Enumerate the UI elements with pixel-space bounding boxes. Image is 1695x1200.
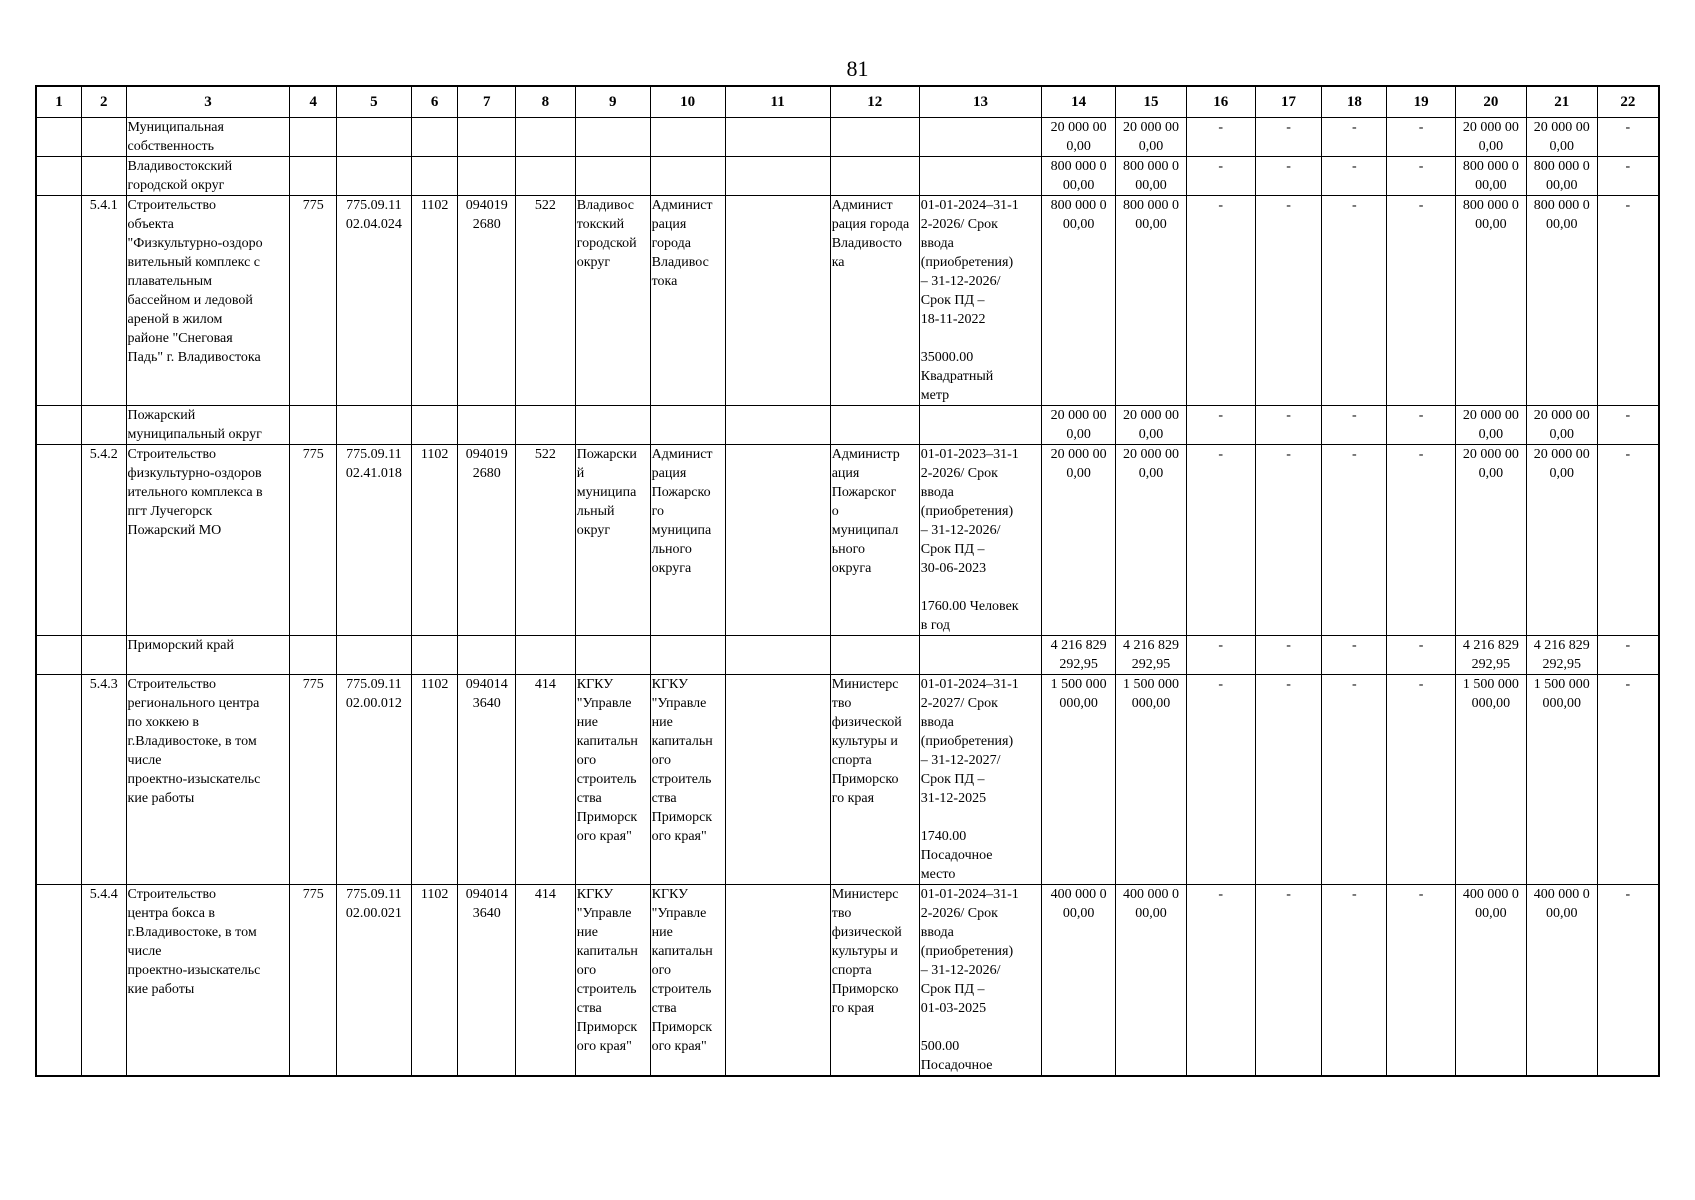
table-cell-col-22: -	[1597, 196, 1659, 406]
column-number: 14	[1042, 86, 1116, 118]
table-cell-col-21: 400 000 0 00,00	[1526, 885, 1597, 1077]
table-cell-col-20: 20 000 00 0,00	[1455, 118, 1526, 157]
table-cell-col-19: -	[1387, 885, 1456, 1077]
table-cell-col-9: Пожарски й муниципа льный округ	[575, 445, 650, 636]
table-cell-col-15: 20 000 00 0,00	[1116, 445, 1187, 636]
table-cell-col-20: 20 000 00 0,00	[1455, 406, 1526, 445]
table-cell-col-19: -	[1387, 196, 1456, 406]
table-row	[36, 118, 1659, 157]
table-cell-col-4: 775	[290, 445, 337, 636]
table-cell-col-11	[725, 406, 830, 445]
table-cell-col-13	[919, 406, 1041, 445]
table-cell-col-18: -	[1322, 406, 1387, 445]
table-cell-col-18: -	[1322, 157, 1387, 196]
column-number: 22	[1597, 86, 1659, 118]
table-cell-col-3: Пожарский муниципальный округ	[126, 406, 290, 445]
table-cell-col-10	[650, 406, 725, 445]
table-cell-col-7	[458, 157, 516, 196]
table-cell-col-9: КГКУ "Управле ние капитальн ого строитель ства Приморск ого края"	[575, 885, 650, 1077]
table-cell-col-10	[650, 118, 725, 157]
table-cell-col-16: -	[1186, 157, 1255, 196]
table-cell-col-15: 800 000 0 00,00	[1116, 196, 1187, 406]
table-cell-col-6: 1102	[411, 885, 458, 1077]
table-cell-col-15: 800 000 0 00,00	[1116, 157, 1187, 196]
table-cell-col-7: 094014 3640	[458, 675, 516, 885]
table-cell-col-15: 20 000 00 0,00	[1116, 118, 1187, 157]
table-cell-col-7: 094019 2680	[458, 445, 516, 636]
table-cell-col-17: -	[1255, 196, 1322, 406]
table-cell-col-1	[36, 636, 82, 675]
table-cell-col-11	[725, 675, 830, 885]
table-cell-col-19: -	[1387, 406, 1456, 445]
table-cell-col-3: Строительство физкультурно-оздоров ительного комплекса в пгт Лучегорск Пожарский МО	[126, 445, 290, 636]
table-cell-col-11	[725, 636, 830, 675]
table-row	[36, 445, 1659, 636]
table-cell-col-9	[575, 157, 650, 196]
table-cell-col-12: Администр ация Пожарског о муниципал ьного округа	[830, 445, 919, 636]
table-cell-col-3: Муниципальная собственность	[126, 118, 290, 157]
table-cell-col-11	[725, 118, 830, 157]
table-cell-col-8: 414	[516, 885, 576, 1077]
table-cell-col-16: -	[1186, 885, 1255, 1077]
table-cell-col-11	[725, 196, 830, 406]
table-cell-col-14: 1 500 000 000,00	[1042, 675, 1116, 885]
table-cell-col-22: -	[1597, 445, 1659, 636]
table-cell-col-7	[458, 406, 516, 445]
table-cell-col-1	[36, 118, 82, 157]
table-cell-col-21: 20 000 00 0,00	[1526, 445, 1597, 636]
table-cell-col-12	[830, 157, 919, 196]
table-cell-col-17: -	[1255, 885, 1322, 1077]
column-number: 20	[1455, 86, 1526, 118]
table-cell-col-2: 5.4.4	[82, 885, 127, 1077]
table-cell-col-10: КГКУ "Управле ние капитальн ого строитель ства Приморск ого края"	[650, 675, 725, 885]
table-cell-col-19: -	[1387, 118, 1456, 157]
table-cell-col-3: Владивостокский городской округ	[126, 157, 290, 196]
table-cell-col-9: Владивос токский городской округ	[575, 196, 650, 406]
table-cell-col-3: Строительство регионального центра по хоккею в г.Владивостоке, в том числе проектно-изыскательс кие работы	[126, 675, 290, 885]
column-number: 13	[919, 86, 1041, 118]
table-cell-col-5: 775.09.11 02.04.024	[336, 196, 411, 406]
table-cell-col-6: 1102	[411, 196, 458, 406]
table-cell-col-9	[575, 406, 650, 445]
table-cell-col-15: 400 000 0 00,00	[1116, 885, 1187, 1077]
column-number: 10	[650, 86, 725, 118]
table-cell-col-17: -	[1255, 118, 1322, 157]
table-cell-col-18: -	[1322, 445, 1387, 636]
table-cell-col-21: 800 000 0 00,00	[1526, 157, 1597, 196]
table-cell-col-18: -	[1322, 675, 1387, 885]
column-number: 15	[1116, 86, 1187, 118]
table-cell-col-11	[725, 445, 830, 636]
table-cell-col-19: -	[1387, 636, 1456, 675]
table-cell-col-8	[516, 406, 576, 445]
table-cell-col-8	[516, 118, 576, 157]
table-cell-col-17: -	[1255, 675, 1322, 885]
table-cell-col-8	[516, 157, 576, 196]
table-cell-col-10: Админист рация города Владивос тока	[650, 196, 725, 406]
column-number: 18	[1322, 86, 1387, 118]
table-cell-col-10: Админист рация Пожарско го муниципа льного округа	[650, 445, 725, 636]
investment-objects-table	[35, 85, 1660, 1077]
table-cell-col-4	[290, 118, 337, 157]
column-number: 21	[1526, 86, 1597, 118]
table-cell-col-21: 20 000 00 0,00	[1526, 406, 1597, 445]
column-number: 12	[830, 86, 919, 118]
table-cell-col-22: -	[1597, 636, 1659, 675]
table-cell-col-17: -	[1255, 157, 1322, 196]
table-cell-col-13	[919, 636, 1041, 675]
table-cell-col-5: 775.09.11 02.41.018	[336, 445, 411, 636]
table-cell-col-17: -	[1255, 636, 1322, 675]
table-cell-col-22: -	[1597, 885, 1659, 1077]
table-cell-col-14: 20 000 00 0,00	[1042, 445, 1116, 636]
table-cell-col-5: 775.09.11 02.00.012	[336, 675, 411, 885]
table-cell-col-16: -	[1186, 636, 1255, 675]
table-cell-col-6: 1102	[411, 675, 458, 885]
table-cell-col-20: 1 500 000 000,00	[1455, 675, 1526, 885]
table-cell-col-15: 1 500 000 000,00	[1116, 675, 1187, 885]
column-number: 2	[82, 86, 127, 118]
table-cell-col-13	[919, 118, 1041, 157]
column-number: 9	[575, 86, 650, 118]
table-cell-col-4: 775	[290, 885, 337, 1077]
table-cell-col-16: -	[1186, 118, 1255, 157]
table-cell-col-9: КГКУ "Управле ние капитальн ого строитель ства Приморск ого края"	[575, 675, 650, 885]
table-cell-col-19: -	[1387, 445, 1456, 636]
table-cell-col-21: 20 000 00 0,00	[1526, 118, 1597, 157]
table-cell-col-12	[830, 406, 919, 445]
table-cell-col-11	[725, 157, 830, 196]
table-cell-col-13: 01-01-2024–31-1 2-2027/ Срок ввода (приобретения) – 31-12-2027/ Срок ПД – 31-12-2025 1740.00 Посадочное место	[919, 675, 1041, 885]
table-cell-col-2	[82, 636, 127, 675]
table-cell-col-14: 800 000 0 00,00	[1042, 196, 1116, 406]
table-cell-col-1	[36, 445, 82, 636]
table-cell-col-6	[411, 406, 458, 445]
table-cell-col-10	[650, 636, 725, 675]
table-cell-col-16: -	[1186, 675, 1255, 885]
table-cell-col-4: 775	[290, 196, 337, 406]
table-cell-col-4	[290, 406, 337, 445]
table-cell-col-2: 5.4.3	[82, 675, 127, 885]
table-cell-col-12	[830, 118, 919, 157]
table-cell-col-20: 20 000 00 0,00	[1455, 445, 1526, 636]
column-number: 19	[1387, 86, 1456, 118]
table-cell-col-22: -	[1597, 406, 1659, 445]
table-cell-col-5	[336, 406, 411, 445]
table-cell-col-14: 400 000 0 00,00	[1042, 885, 1116, 1077]
table-cell-col-5: 775.09.11 02.00.021	[336, 885, 411, 1077]
table-cell-col-1	[36, 157, 82, 196]
table-cell-col-14: 20 000 00 0,00	[1042, 406, 1116, 445]
column-number: 8	[516, 86, 576, 118]
table-cell-col-18: -	[1322, 196, 1387, 406]
table-cell-col-14: 800 000 0 00,00	[1042, 157, 1116, 196]
page-number: 81	[846, 56, 869, 81]
table-cell-col-20: 800 000 0 00,00	[1455, 157, 1526, 196]
table-cell-col-2: 5.4.1	[82, 196, 127, 406]
table-cell-col-12: Админист рация города Владивосто ка	[830, 196, 919, 406]
table-cell-col-2	[82, 406, 127, 445]
column-number: 1	[36, 86, 82, 118]
table-cell-col-16: -	[1186, 196, 1255, 406]
table-cell-col-2: 5.4.2	[82, 445, 127, 636]
table-cell-col-12: Министерс тво физической культуры и спорта Приморско го края	[830, 675, 919, 885]
table-row	[36, 636, 1659, 675]
table-cell-col-14: 4 216 829 292,95	[1042, 636, 1116, 675]
table-cell-col-4	[290, 636, 337, 675]
column-number: 7	[458, 86, 516, 118]
table-cell-col-17: -	[1255, 406, 1322, 445]
table-cell-col-14: 20 000 00 0,00	[1042, 118, 1116, 157]
table-cell-col-13: 01-01-2024–31-1 2-2026/ Срок ввода (приобретения) – 31-12-2026/ Срок ПД – 18-11-2022 35000.00 Квадратный метр	[919, 196, 1041, 406]
table-cell-col-7: 094019 2680	[458, 196, 516, 406]
table-cell-col-8: 414	[516, 675, 576, 885]
table-cell-col-10	[650, 157, 725, 196]
table-row	[36, 196, 1659, 406]
table-cell-col-4: 775	[290, 675, 337, 885]
table-cell-col-2	[82, 157, 127, 196]
table-cell-col-6: 1102	[411, 445, 458, 636]
table-cell-col-1	[36, 196, 82, 406]
table-cell-col-22: -	[1597, 157, 1659, 196]
table-cell-col-18: -	[1322, 636, 1387, 675]
table-cell-col-15: 20 000 00 0,00	[1116, 406, 1187, 445]
table-row	[36, 406, 1659, 445]
table-cell-col-21: 800 000 0 00,00	[1526, 196, 1597, 406]
table-cell-col-12: Министерс тво физической культуры и спорта Приморско го края	[830, 885, 919, 1077]
table-cell-col-22: -	[1597, 675, 1659, 885]
table-cell-col-20: 400 000 0 00,00	[1455, 885, 1526, 1077]
table-cell-col-20: 4 216 829 292,95	[1455, 636, 1526, 675]
column-number: 3	[126, 86, 290, 118]
table-cell-col-15: 4 216 829 292,95	[1116, 636, 1187, 675]
table-cell-col-4	[290, 157, 337, 196]
table-cell-col-3: Строительство центра бокса в г.Владивостоке, в том числе проектно-изыскательс кие работы	[126, 885, 290, 1077]
table-cell-col-17: -	[1255, 445, 1322, 636]
table-cell-col-6	[411, 636, 458, 675]
table-cell-col-9	[575, 118, 650, 157]
table-cell-col-12	[830, 636, 919, 675]
table-cell-col-18: -	[1322, 885, 1387, 1077]
table-row	[36, 675, 1659, 885]
table-cell-col-13: 01-01-2023–31-1 2-2026/ Срок ввода (приобретения) – 31-12-2026/ Срок ПД – 30-06-2023 1760.00 Человек в год	[919, 445, 1041, 636]
column-number: 4	[290, 86, 337, 118]
table-cell-col-3: Приморский край	[126, 636, 290, 675]
table-cell-col-21: 4 216 829 292,95	[1526, 636, 1597, 675]
table-cell-col-11	[725, 885, 830, 1077]
table-body	[36, 118, 1659, 1077]
table-cell-col-7: 094014 3640	[458, 885, 516, 1077]
table-cell-col-1	[36, 675, 82, 885]
table-cell-col-6	[411, 118, 458, 157]
table-cell-col-7	[458, 118, 516, 157]
table-cell-col-13	[919, 157, 1041, 196]
table-cell-col-16: -	[1186, 406, 1255, 445]
table-cell-col-8: 522	[516, 196, 576, 406]
table-cell-col-3: Строительство объекта "Физкультурно-оздоро вительный комплекс с плавательным бассейном и ледовой ареной в жилом районе "Снеговая Падь" г. Владивостока	[126, 196, 290, 406]
table-cell-col-5	[336, 157, 411, 196]
table-cell-col-2	[82, 118, 127, 157]
column-number: 17	[1255, 86, 1322, 118]
column-number-row	[36, 86, 1659, 118]
table-cell-col-8: 522	[516, 445, 576, 636]
column-number: 5	[336, 86, 411, 118]
table-cell-col-22: -	[1597, 118, 1659, 157]
column-number: 11	[725, 86, 830, 118]
table-cell-col-8	[516, 636, 576, 675]
table-cell-col-5	[336, 118, 411, 157]
column-number: 16	[1186, 86, 1255, 118]
table-row	[36, 885, 1659, 1077]
table-cell-col-13: 01-01-2024–31-1 2-2026/ Срок ввода (приобретения) – 31-12-2026/ Срок ПД – 01-03-2025 500.00 Посадочное	[919, 885, 1041, 1077]
table-cell-col-19: -	[1387, 157, 1456, 196]
table-cell-col-21: 1 500 000 000,00	[1526, 675, 1597, 885]
table-cell-col-20: 800 000 0 00,00	[1455, 196, 1526, 406]
table-cell-col-19: -	[1387, 675, 1456, 885]
table-cell-col-1	[36, 406, 82, 445]
table-cell-col-9	[575, 636, 650, 675]
table-cell-col-18: -	[1322, 118, 1387, 157]
table-cell-col-10: КГКУ "Управле ние капитальн ого строитель ства Приморск ого края"	[650, 885, 725, 1077]
table-cell-col-7	[458, 636, 516, 675]
table-cell-col-6	[411, 157, 458, 196]
table-cell-col-16: -	[1186, 445, 1255, 636]
table-cell-col-5	[336, 636, 411, 675]
table-cell-col-1	[36, 885, 82, 1077]
table-row	[36, 157, 1659, 196]
column-number: 6	[411, 86, 458, 118]
